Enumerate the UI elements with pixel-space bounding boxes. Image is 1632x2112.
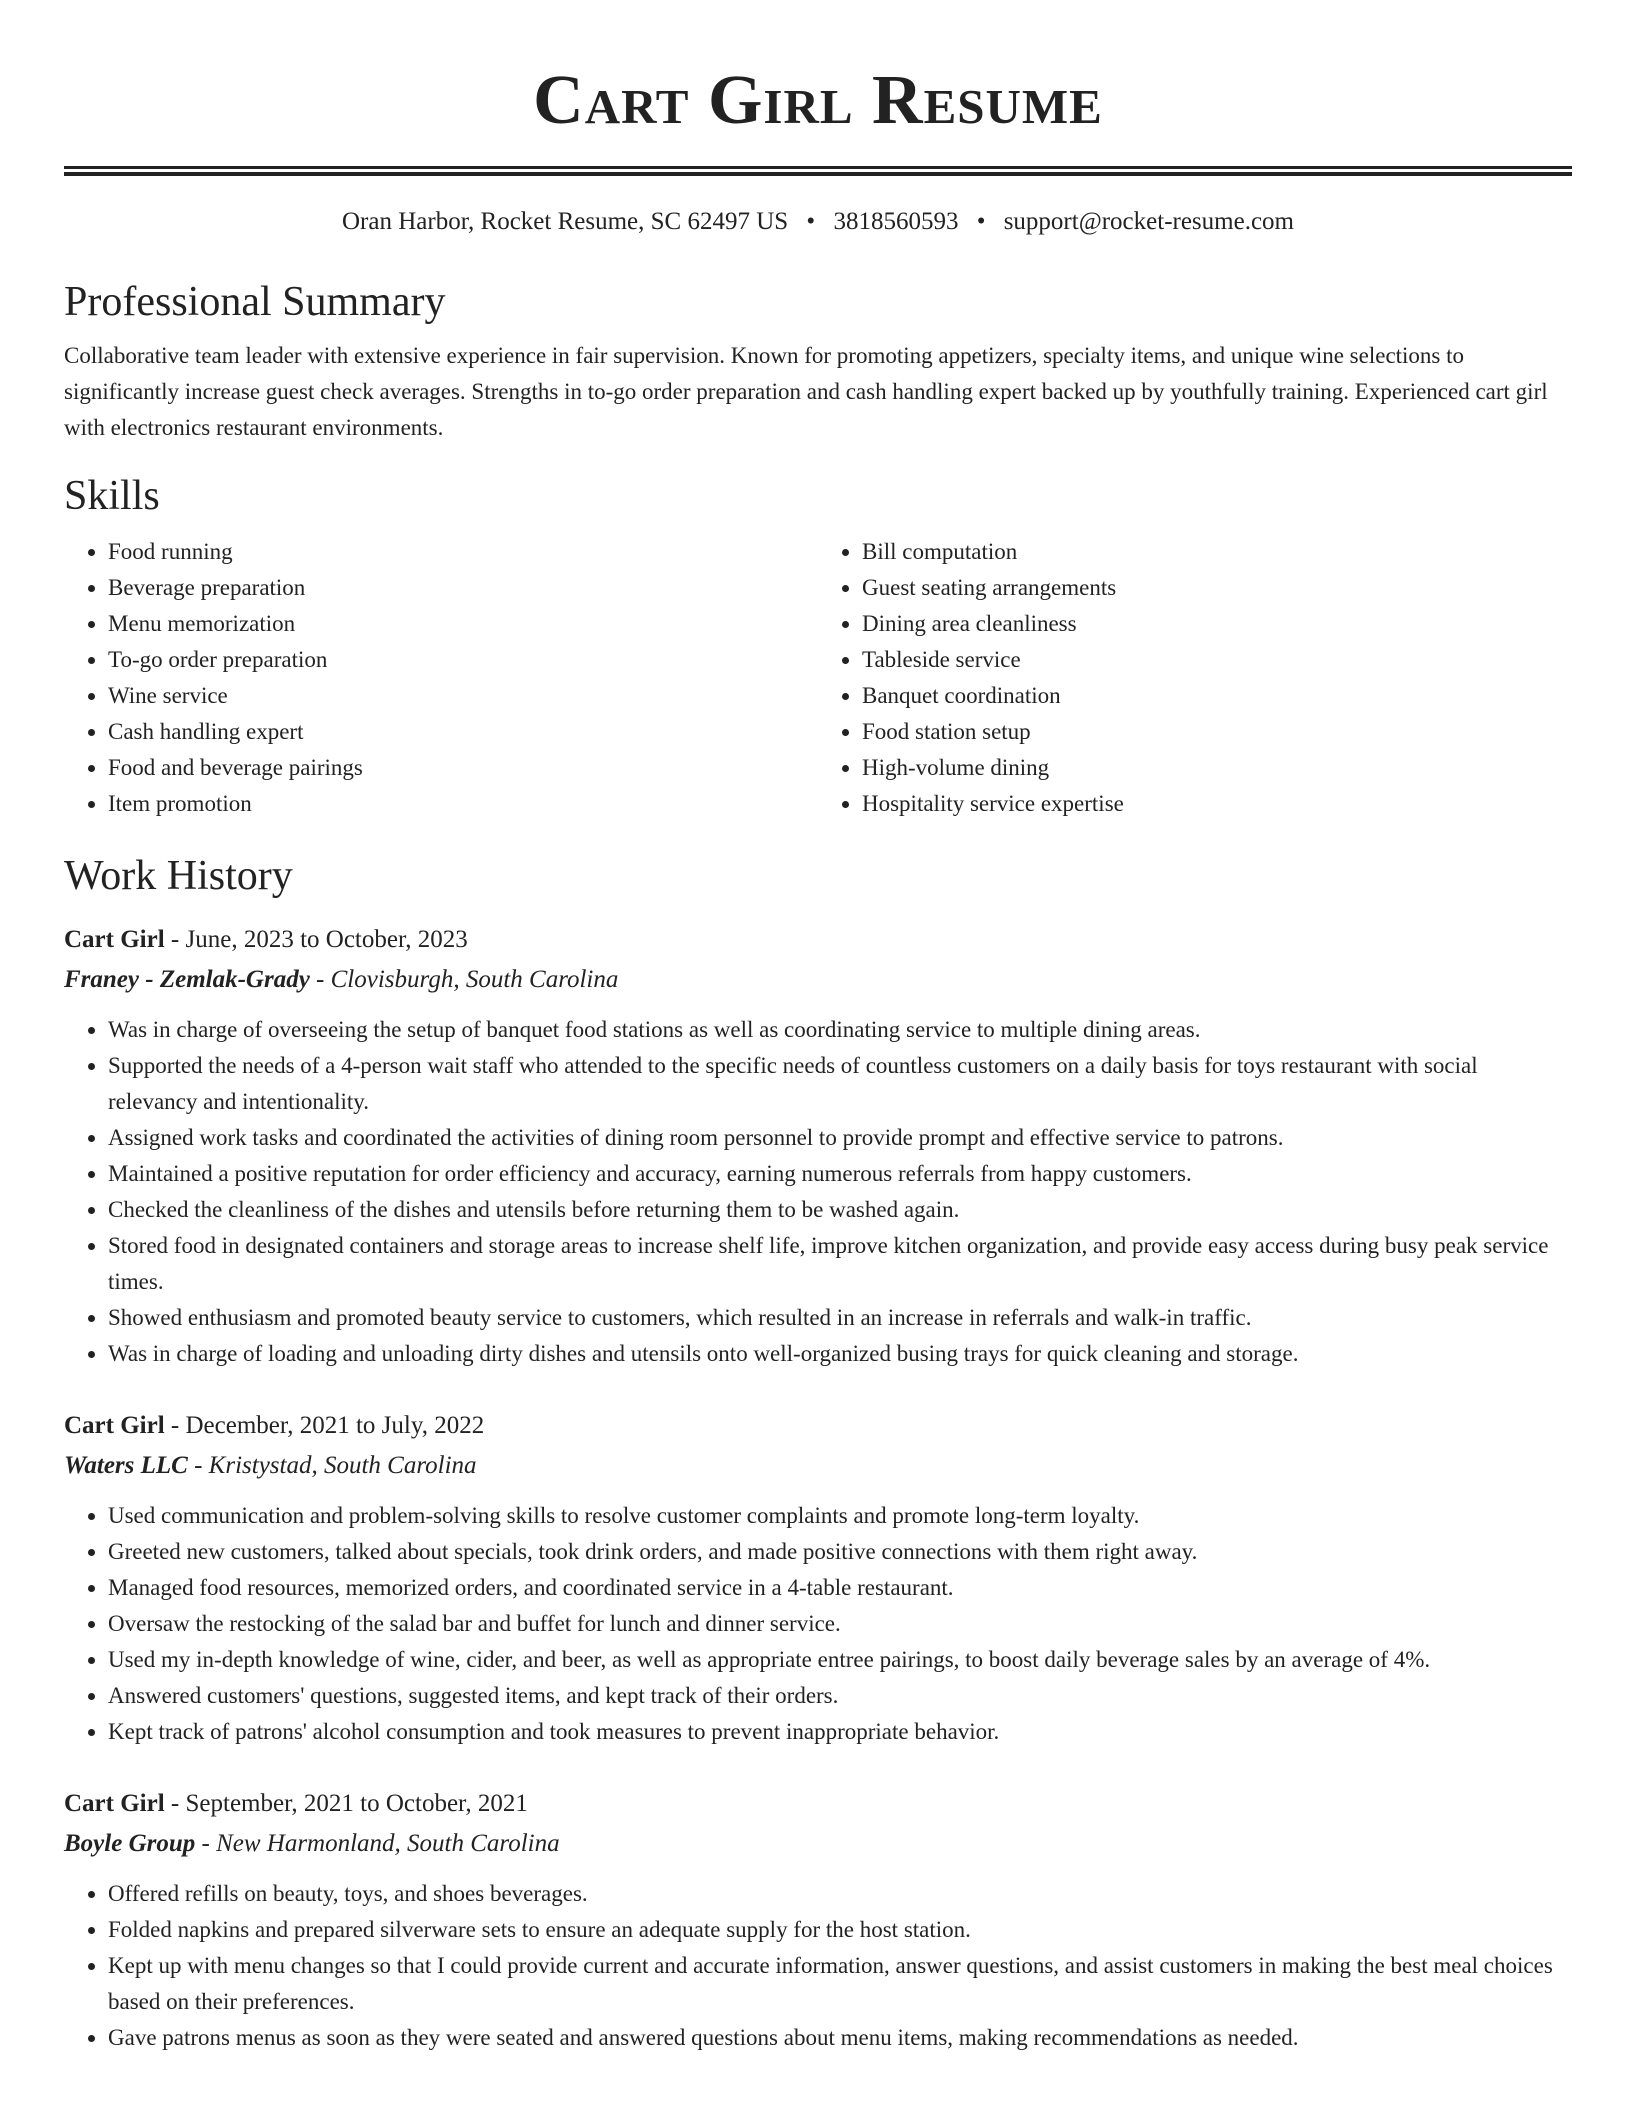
- job-title: Cart Girl: [64, 926, 165, 953]
- job-duties: [64, 1498, 1572, 1750]
- job-entry: [64, 1784, 1572, 2056]
- job-entry: [64, 1406, 1572, 1750]
- resume-page: [64, 0, 1572, 2056]
- skill-item: • Banquet coordination: [862, 678, 1572, 714]
- duty-item: • Kept track of patrons' alcohol consumption and took measures to prevent inappropriate behavior.: [108, 1714, 1572, 1750]
- job-company: Franey - Zemlak-Grady: [64, 966, 310, 993]
- job-title: Cart Girl: [64, 1412, 165, 1439]
- job-dash: -: [195, 1830, 217, 1857]
- duty-item: • Folded napkins and prepared silverware sets to ensure an adequate supply for the host station.: [108, 1912, 1572, 1948]
- resume-title: Cart Girl Resume: [533, 62, 1103, 139]
- duty-item: • Was in charge of overseeing the setup of banquet food stations as well as coordinating service to multiple dining areas.: [108, 1012, 1572, 1048]
- duty-item: • Used communication and problem-solving skills to resolve customer complaints and promote long-term loyalty.: [108, 1498, 1572, 1534]
- duty-item: • Answered customers' questions, suggested items, and kept track of their orders.: [108, 1678, 1572, 1714]
- work-history-heading: Work History: [64, 853, 293, 899]
- job-company-line: [64, 1446, 1572, 1486]
- duty-item: • Checked the cleanliness of the dishes and utensils before returning them to be washed again.: [108, 1192, 1572, 1228]
- job-location: Clovisburgh, South Carolina: [330, 966, 619, 993]
- job-title-line: [64, 920, 1572, 960]
- job-dash: -: [164, 1412, 186, 1439]
- job-location: Kristystad, South Carolina: [208, 1452, 477, 1479]
- duty-item: • Kept up with menu changes so that I could provide current and accurate information, answer questions, and assist customers in making the best meal choices based on their preferences.: [108, 1948, 1572, 2020]
- job-location: New Harmonland, South Carolina: [216, 1830, 560, 1857]
- skill-item: • Dining area cleanliness: [862, 606, 1572, 642]
- skill-item: • Wine service: [108, 678, 818, 714]
- job-title-line: [64, 1784, 1572, 1824]
- skills-list-left: [64, 534, 818, 822]
- job-dates: June, 2023 to October, 2023: [185, 926, 468, 953]
- duty-item: • Offered refills on beauty, toys, and shoes beverages.: [108, 1876, 1572, 1912]
- skill-item: • High-volume dining: [862, 750, 1572, 786]
- duty-item: • Maintained a positive reputation for order efficiency and accuracy, earning numerous referrals from happy customers.: [108, 1156, 1572, 1192]
- summary-heading: Professional Summary: [64, 279, 446, 325]
- job-duties: [64, 1012, 1572, 1372]
- duty-item: • Supported the needs of a 4-person wait staff who attended to the specific needs of countless customers on a daily basis for toys restaurant with social relevancy and intentionality.: [108, 1048, 1572, 1120]
- skill-item: • Menu memorization: [108, 606, 818, 642]
- skill-item: • Tableside service: [862, 642, 1572, 678]
- contact-line: [64, 204, 1572, 240]
- skill-item: • Cash handling expert: [108, 714, 818, 750]
- skill-item: • Bill computation: [862, 534, 1572, 570]
- job-duties: [64, 1876, 1572, 2056]
- job-dash: -: [187, 1452, 209, 1479]
- job-title-line: [64, 1406, 1572, 1446]
- skill-item: • Guest seating arrangements: [862, 570, 1572, 606]
- job-dash: -: [164, 926, 186, 953]
- job-dates: December, 2021 to July, 2022: [185, 1412, 485, 1439]
- title-divider: [64, 166, 1572, 176]
- contact-phone: 3818560593: [833, 208, 959, 235]
- job-title: Cart Girl: [64, 1790, 165, 1817]
- job-company: Waters LLC: [64, 1452, 188, 1479]
- skills-heading: Skills: [64, 473, 160, 519]
- skill-item: • Food and beverage pairings: [108, 750, 818, 786]
- skills-columns: [64, 534, 1572, 822]
- job-dates: September, 2021 to October, 2021: [185, 1790, 528, 1817]
- job-entry: [64, 920, 1572, 1372]
- skill-item: • Food running: [108, 534, 818, 570]
- job-company-line: [64, 960, 1572, 1000]
- duty-item: • Managed food resources, memorized orders, and coordinated service in a 4-table restaurant.: [108, 1570, 1572, 1606]
- job-company: Boyle Group: [64, 1830, 196, 1857]
- skills-list-right: [818, 534, 1572, 822]
- job-dash: -: [164, 1790, 186, 1817]
- skill-item: • Hospitality service expertise: [862, 786, 1572, 822]
- summary-text: Collaborative team leader with extensive experience in fair supervision. Known for promoting appetizers, specialty items, and unique wine selections to significantly increase guest check averages. Strengths in to-go order preparation and cash handling expert backed up by youthfully training. Experienced cart girl with electronics restaurant environments.: [64, 343, 1548, 440]
- duty-item: • Gave patrons menus as soon as they were seated and answered questions about menu items, making recommendations as needed.: [108, 2020, 1572, 2056]
- skill-item: • To-go order preparation: [108, 642, 818, 678]
- contact-separator: •: [976, 208, 986, 235]
- duty-item: • Greeted new customers, talked about specials, took drink orders, and made positive connections with them right away.: [108, 1534, 1572, 1570]
- duty-item: • Used my in-depth knowledge of wine, cider, and beer, as well as appropriate entree pairings, to boost daily beverage sales by an average of 4%.: [108, 1642, 1572, 1678]
- skill-item: • Food station setup: [862, 714, 1572, 750]
- contact-address: Oran Harbor, Rocket Resume, SC 62497 US: [342, 208, 789, 235]
- duty-item: • Stored food in designated containers and storage areas to increase shelf life, improve kitchen organization, and provide easy access during busy peak service times.: [108, 1228, 1572, 1300]
- skill-item: • Item promotion: [108, 786, 818, 822]
- contact-email: support@rocket-resume.com: [1003, 208, 1294, 235]
- duty-item: • Assigned work tasks and coordinated the activities of dining room personnel to provide prompt and effective service to patrons.: [108, 1120, 1572, 1156]
- job-dash: -: [309, 966, 331, 993]
- duty-item: • Was in charge of loading and unloading dirty dishes and utensils onto well-organized busing trays for quick cleaning and storage.: [108, 1336, 1572, 1372]
- contact-separator: •: [806, 208, 816, 235]
- duty-item: • Showed enthusiasm and promoted beauty service to customers, which resulted in an increase in referrals and walk-in traffic.: [108, 1300, 1572, 1336]
- job-company-line: [64, 1824, 1572, 1864]
- skill-item: • Beverage preparation: [108, 570, 818, 606]
- duty-item: • Oversaw the restocking of the salad bar and buffet for lunch and dinner service.: [108, 1606, 1572, 1642]
